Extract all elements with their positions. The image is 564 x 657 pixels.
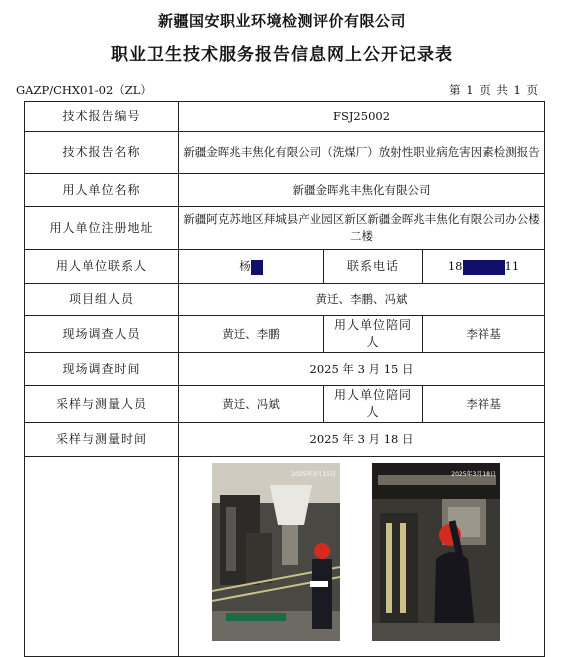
record-table	[24, 101, 545, 657]
row-address	[25, 207, 545, 250]
row-survey-time	[25, 353, 545, 386]
label-report-no: 技术报告编号	[25, 102, 179, 132]
company-name: 新疆国安职业环境检测评价有限公司	[157, 12, 406, 30]
value-escort: 李祥基	[423, 316, 545, 353]
value-phone	[423, 250, 545, 284]
form-code: GAZP/CHX01-02（ZL）	[16, 83, 152, 97]
phone-end: 11	[504, 259, 520, 273]
row-survey-staff	[25, 316, 545, 353]
row-report-name	[25, 132, 545, 174]
value-escort: 李祥基	[423, 386, 545, 423]
value-address: 新疆阿克苏地区拜城县产业园区新区新疆金晖兆丰焦化有限公司办公楼二楼	[179, 207, 545, 250]
label-phone: 联系电话	[324, 250, 423, 284]
label-employer: 用人单位名称	[25, 174, 179, 207]
row-sampling-staff	[25, 386, 545, 423]
document-title: 职业卫生技术服务报告信息网上公开记录表	[111, 45, 453, 65]
page-info: 第 1 页 共 1 页	[449, 83, 538, 97]
photo-timestamp: 2025年3月15日	[291, 471, 336, 478]
redaction-block	[463, 260, 505, 275]
site-photo-image	[372, 463, 500, 641]
row-sampling-time	[25, 423, 545, 457]
label-sampling-time: 采样与测量时间	[25, 423, 179, 457]
value-contact	[179, 250, 324, 284]
value-survey-staff: 黄迁、李鹏	[179, 316, 324, 353]
label-escort: 用人单位陪同人	[324, 316, 423, 353]
value-sampling-time: 2025 年 3 月 18 日	[179, 423, 545, 457]
photo-timestamp: 2025年3月18日	[451, 471, 496, 478]
value-report-no: FSJ25002	[179, 102, 545, 132]
label-address: 用人单位注册地址	[25, 207, 179, 250]
site-photo-image	[212, 463, 340, 641]
label-team: 项目组人员	[25, 284, 179, 316]
photo-label-cell	[25, 457, 179, 657]
row-employer	[25, 174, 545, 207]
row-team	[25, 284, 545, 316]
row-report-no	[25, 102, 545, 132]
value-survey-time: 2025 年 3 月 15 日	[179, 353, 545, 386]
label-contact: 用人单位联系人	[25, 250, 179, 284]
row-photos	[25, 457, 545, 657]
photo-cell	[179, 457, 545, 657]
label-escort: 用人单位陪同人	[324, 386, 423, 423]
redaction-block	[251, 260, 263, 275]
phone-start: 18	[447, 259, 463, 273]
value-sampling-staff: 黄迁、冯斌	[179, 386, 324, 423]
value-employer: 新疆金晖兆丰焦化有限公司	[179, 174, 545, 207]
label-report-name: 技术报告名称	[25, 132, 179, 174]
label-survey-time: 现场调查时间	[25, 353, 179, 386]
label-sampling-staff: 采样与测量人员	[25, 386, 179, 423]
value-team: 黄迁、李鹏、冯斌	[179, 284, 545, 316]
row-contact	[25, 250, 545, 284]
site-photo	[372, 463, 500, 641]
site-photo	[212, 463, 340, 641]
contact-name: 杨	[239, 259, 251, 273]
label-survey-staff: 现场调查人员	[25, 316, 179, 353]
value-report-name: 新疆金晖兆丰焦化有限公司（洗煤厂）放射性职业病危害因素检测报告	[179, 132, 545, 174]
